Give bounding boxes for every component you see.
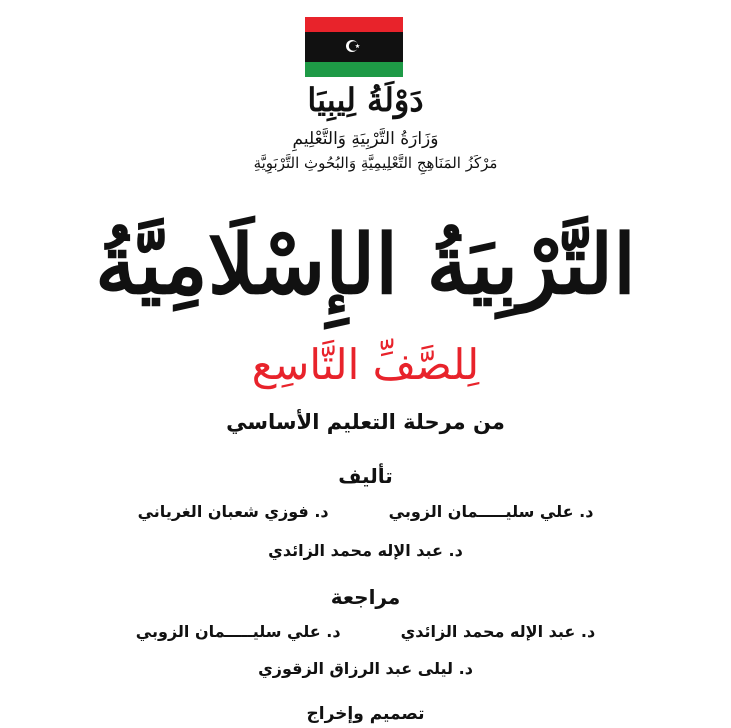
ministry-name: وَزَارَةُ التَّرْبِيَةِ وَالتَّعْلِيمِ [292, 129, 439, 149]
grade-label: لِلصَّفِّ التَّاسِع [251, 340, 480, 389]
authors-row-1 [0, 500, 731, 524]
reviewer-name: د. ليلى عبد الرزاق الزقوزي [258, 659, 473, 678]
flag-green-stripe [305, 62, 403, 77]
education-stage: من مرحلة التعليم الأساسي [226, 410, 505, 434]
flag-red-stripe [305, 17, 403, 32]
reviewers-row-1 [0, 620, 731, 644]
flag-black-stripe [305, 32, 403, 62]
libya-flag-icon [305, 17, 403, 77]
reviewer-name: د. عبد الإله محمد الزائدي [400, 622, 596, 641]
book-title: التَّرْبِيَةُ الإِسْلَامِيَّةُ [95, 217, 636, 313]
design-heading: تصميم وإخراج [306, 704, 425, 724]
crescent-star-icon [345, 38, 361, 54]
author-name: د. عبد الإله محمد الزائدي [268, 541, 463, 560]
review-heading: مراجعة [330, 585, 401, 609]
reviewer-name: د. علي سليـــــمان الزوبي [135, 622, 341, 641]
author-name: د. فوزي شعبان الغرياني [137, 502, 329, 521]
author-name: د. علي سليـــــمان الزوبي [388, 502, 594, 521]
curriculum-center-name: مَرْكَزُ المَنَاهِجِ التَّعْلِيمِيَّةِ وَالبُحُوثِ التَّرْبَوِيَّةِ [253, 154, 498, 172]
authors-heading: تأليف [338, 464, 393, 488]
state-name: دَوْلَةُ لِيبِيَا [307, 81, 424, 119]
